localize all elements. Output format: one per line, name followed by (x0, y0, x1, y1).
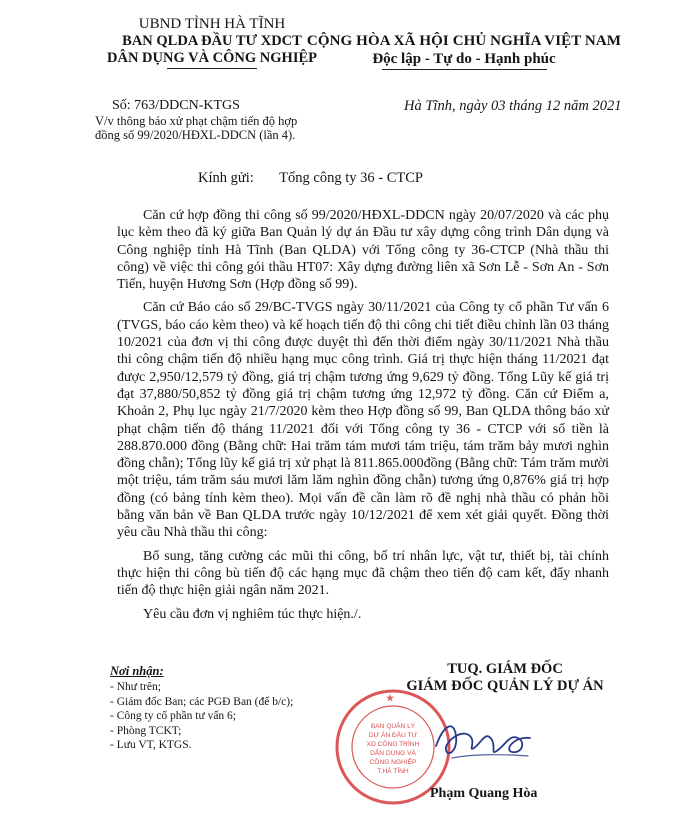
signature-title: GIÁM ĐỐC QUẢN LÝ DỰ ÁN (406, 678, 604, 694)
header-divider (167, 68, 257, 69)
stamp-text: T.HÀ TĨNH (377, 768, 409, 775)
subject-line-1: V/v thông báo xử phạt chậm tiến độ hợp (95, 114, 298, 128)
subject-line-2: đồng số 99/2020/HĐXL-DDCN (lần 4). (95, 128, 296, 142)
body-paragraph-1: Căn cứ hợp đồng thi công số 99/2020/HĐXL-DDCN ngày 20/07/2020 và các phụ lục kèm theo đã ký giữa Ban Quản lý dự án Đầu tư xây dựng công trình Dân dụng và Công nghiệp tỉnh Hà Tĩnh (Ban QLDA) với Tổng công ty 36-CTCP (Nhà thầu thi công) về việc thi công gói thầu HT07: Xây dựng đường liên xã Sơn Lễ - Sơn An - Sơn Tiến, huyện Hương Sơn (Hợp đồng số 99). (117, 208, 609, 293)
letter-body (117, 207, 609, 629)
distribution-list (110, 664, 293, 752)
recipient-label: Kính gửi: (198, 170, 254, 186)
distribution-item: - Lưu VT, KTGS. (110, 739, 192, 752)
distribution-item: - Giám đốc Ban; các PGĐ Ban (để b/c); (110, 695, 294, 708)
nation-name: CỘNG HÒA XÃ HỘI CHỦ NGHĨA VIỆT NAM (306, 33, 622, 49)
document-date: Hà Tĩnh, ngày 03 tháng 12 năm 2021 (404, 98, 622, 114)
stamp-text: CÔNG NGHIỆP (369, 759, 417, 766)
department-name-line1: BAN QLDA ĐẦU TƯ XDCT (122, 33, 302, 49)
body-paragraph-4: Yêu cầu đơn vị nghiêm túc thực hiện./. (143, 606, 362, 622)
recipient-line (198, 170, 423, 186)
handwritten-signature-icon (432, 706, 542, 776)
recipient-name: Tổng công ty 36 - CTCP (279, 170, 423, 186)
national-motto: Độc lập - Tự do - Hạnh phúc (372, 51, 556, 67)
national-header (302, 32, 626, 70)
svg-text:★: ★ (386, 693, 395, 703)
body-paragraph-2: Căn cứ Báo cáo số 29/BC-TVGS ngày 30/11/2021 của Công ty cổ phần Tư vấn 6 (TVGS, báo cáo kèm theo) và kế hoạch tiến độ thi công chi tiết điều chỉnh lần 03 tháng 10/2021 của đơn vị thi công được duyệt thì đến thời điểm ngày 30/11/2021 Nhà thầu thi công chậm tiến độ nhiều hạng mục công trình. Giá trị thực hiện tháng 11/2021 đạt được 2,950/12,579 tỷ đồng, giá trị chậm tương ứng 9,629 tỷ đồng. Tổng Lũy kế giá trị đạt 37,880/50,852 tỷ đồng giá trị chậm tương ứng 12,972 tỷ đồng. Căn cứ Điểm a, Khoản 2, Phụ lục ngày 21/7/2020 kèm theo Hợp đồng số 99, Ban QLDA thông báo xử phạt chậm tiến độ tháng 11/2021 đối với Tổng công ty 36 - CTCP với số tiền là 288.870.000 đồng (Bằng chữ: Hai trăm tám mươi tám triệu, tám trăm bảy mươi nghìn đồng chẵn); Tổng lũy kế giá trị xử phạt là 811.865.000đồng (Bằng chữ: Tám trăm mười một triệu, tám trăm sáu mươi lăm lăm nghìn đồng chẵn) tương ứng 0,876% giá trị hợp đồng (có bảng tính kèm theo). Mọi vấn đề cần làm rõ đề nghị nhà thầu có phản hồi bằng văn bản về Ban QLDA trước ngày 10/12/2021 để xem xét giải quyết. Đồng thời yêu cầu Nhà thầu thi công: (117, 300, 609, 541)
agency-name: UBND TỈNH HÀ TĨNH (138, 16, 286, 32)
signature-authority: TUQ. GIÁM ĐỐC (447, 661, 563, 677)
motto-underline (382, 69, 547, 70)
distribution-item: - Như trên; (110, 681, 161, 694)
department-name-line2: DÂN DỤNG VÀ CÔNG NGHIỆP (107, 50, 317, 66)
document-number: Số: 763/DDCN-KTGS (112, 98, 240, 113)
stamp-text: XD CÔNG TRÌNH (366, 741, 420, 748)
stamp-text: BAN QUẢN LÝ (370, 723, 416, 730)
distribution-title: Nơi nhận: (110, 664, 164, 678)
stamp-text: DỰ ÁN ĐẦU TƯ (368, 732, 418, 739)
body-paragraph-3: Bổ sung, tăng cường các mũi thi công, bố trí nhân lực, vật tư, thiết bị, tài chính thực hiện thi công bù tiến độ các hạng mục đã chậm theo tiến độ cam kết, đẩy nhanh tiến độ thực hiện giải ngân năm 2021. (117, 548, 609, 599)
signer-name: Phạm Quang Hòa (430, 786, 538, 801)
distribution-item: - Công ty cổ phần tư vấn 6; (110, 710, 237, 723)
document-subject (95, 114, 335, 142)
distribution-item: - Phòng TCKT; (110, 724, 182, 737)
stamp-text: DÂN DỤNG VÀ (370, 750, 416, 757)
